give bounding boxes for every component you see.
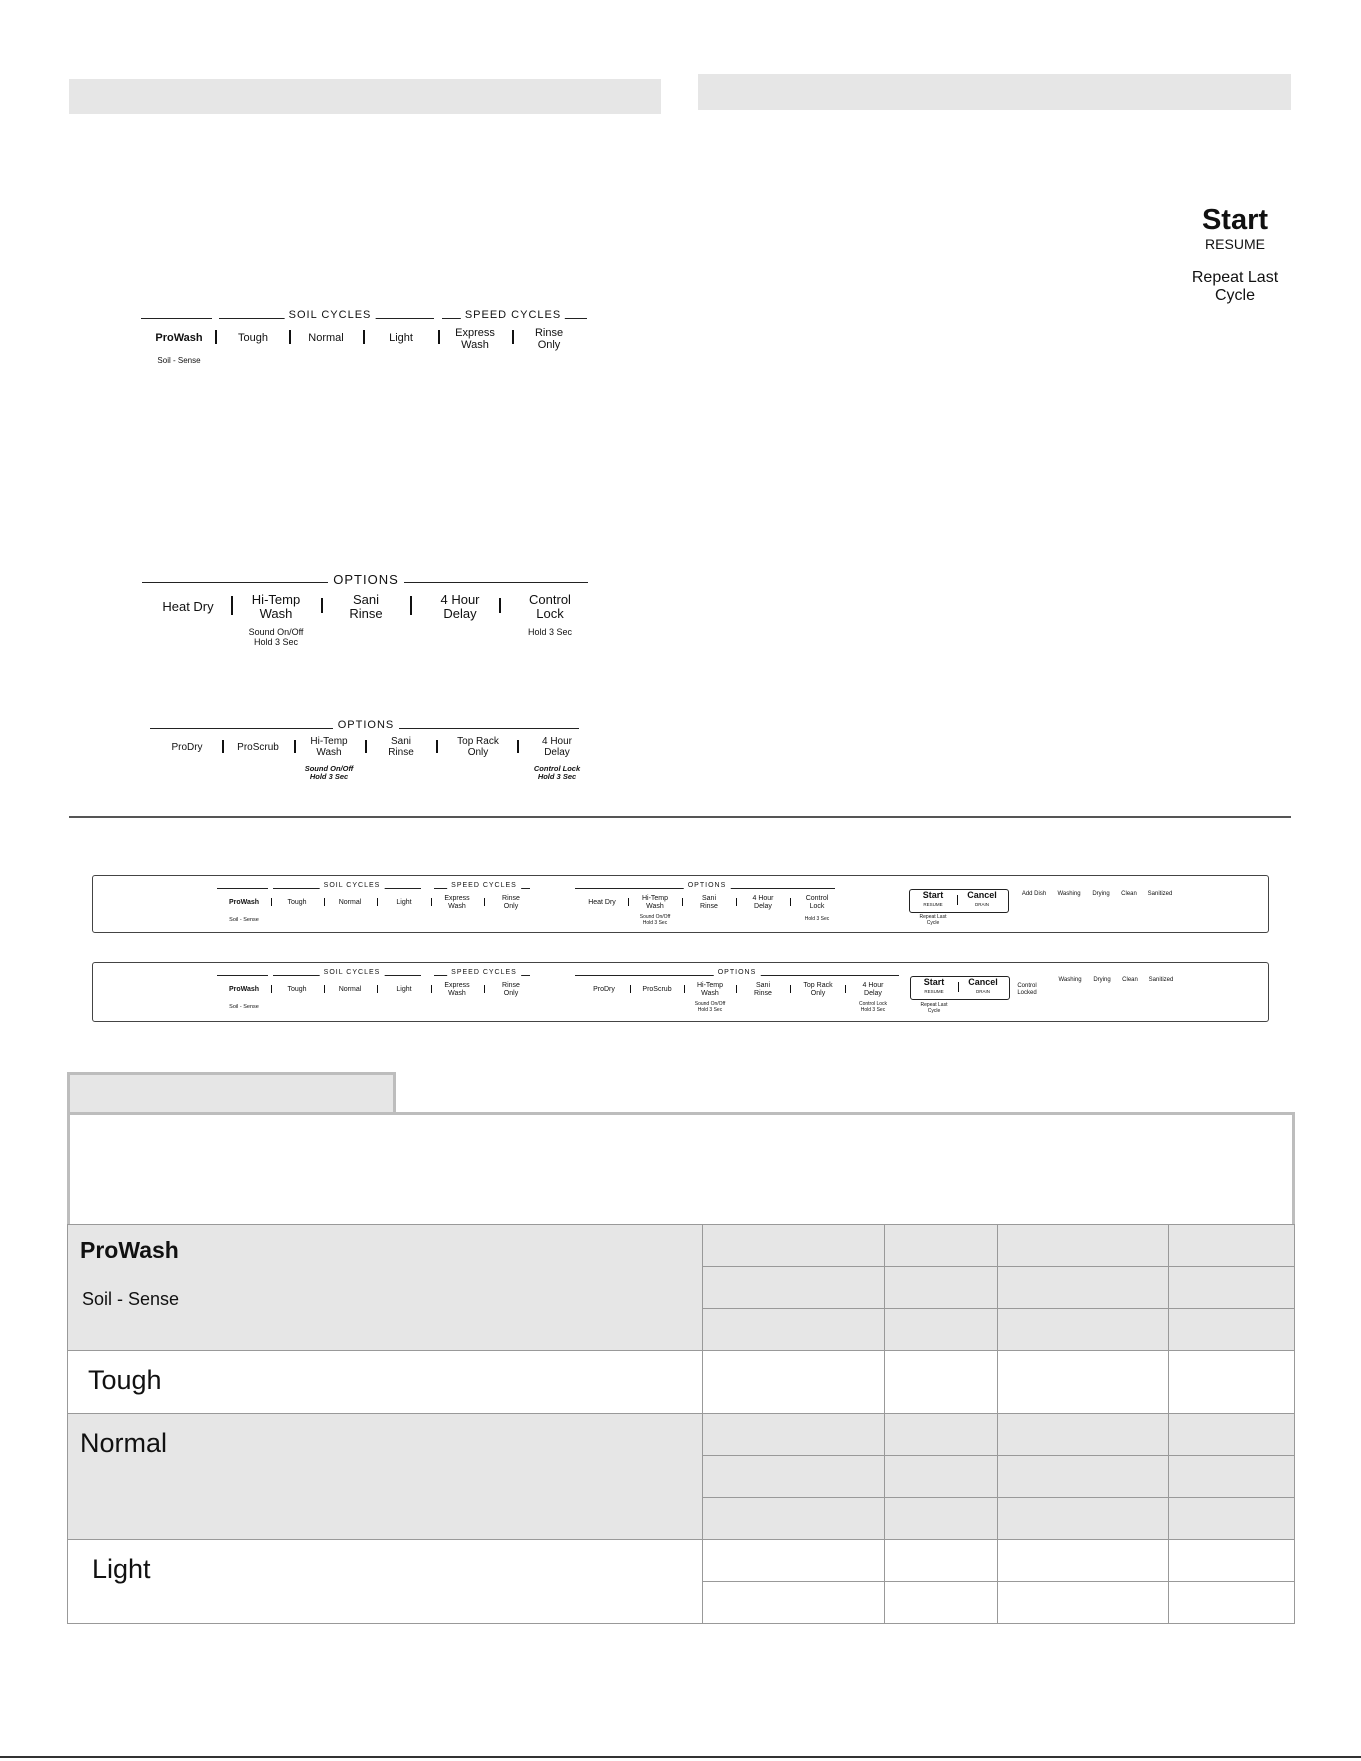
control-panel-1: [92, 875, 1269, 933]
cp2-option-hi-temp-wash: Hi-Temp Wash: [696, 982, 724, 997]
table-intro-box: [67, 1112, 1295, 1227]
left-section-heading-bar: [69, 79, 661, 114]
cp1-soil-cycles-header: SOIL CYCLES: [320, 882, 385, 889]
option-hi-temp-wash-2: Hi-Temp Wash: [310, 736, 348, 758]
cp2-status-drying: Drying: [1093, 977, 1111, 983]
tough-cell: [68, 1351, 703, 1414]
cp2-cycle-express-wash: Express Wash: [444, 982, 470, 997]
cp1-options-header: OPTIONS: [684, 882, 731, 889]
cp1-drain-label: DRAIN: [974, 902, 990, 907]
cp2-cycle-rinse-only: Rinse Only: [502, 982, 520, 997]
cp2-option-hi-temp-wash-sub: Sound On/Off Hold 3 Sec: [694, 1001, 726, 1013]
table-row: [68, 1540, 1295, 1582]
cp2-drain-label: DRAIN: [975, 989, 991, 994]
cp1-option-control-lock-sub: Hold 3 Sec: [804, 916, 830, 922]
cp1-resume-label: RESUME: [923, 902, 943, 907]
options-header-2: OPTIONS: [334, 719, 399, 731]
option-sani-rinse-2: Sani Rinse: [388, 736, 414, 758]
soil-cycles-header: SOIL CYCLES: [285, 309, 376, 321]
section-divider: [69, 816, 1291, 818]
option-top-rack-only: Top Rack Only: [457, 736, 499, 758]
repeat-last-cycle-label: Repeat Last Cycle: [1191, 269, 1279, 304]
cp1-speed-cycles-header: SPEED CYCLES: [447, 882, 521, 889]
cp1-cycle-rinse-only: Rinse Only: [502, 895, 520, 910]
cp2-cycle-light: Light: [396, 986, 412, 993]
cp1-status-add-dish: Add Dish: [1021, 891, 1047, 897]
cp1-option-control-lock: Control Lock: [805, 895, 829, 910]
cp2-soil-cycles-header: SOIL CYCLES: [320, 969, 385, 976]
option-control-lock-sub: Hold 3 Sec: [527, 627, 573, 637]
speed-cycles-header: SPEED CYCLES: [461, 309, 565, 321]
cp1-status-sanitized: Sanitized: [1147, 891, 1173, 897]
option-4-hour-delay-2-sub: Control Lock Hold 3 Sec: [533, 764, 581, 782]
cp1-status-drying: Drying: [1092, 891, 1110, 897]
table-row: [68, 1414, 1295, 1456]
cp2-cancel-label: Cancel: [968, 977, 998, 987]
table-soil-sense: Soil - Sense: [82, 1289, 180, 1309]
option-sani-rinse: Sani Rinse: [349, 592, 383, 622]
prowash-cell: [68, 1225, 703, 1351]
cp1-option-sani-rinse: Sani Rinse: [700, 895, 718, 910]
cycle-prowash: ProWash: [155, 332, 203, 344]
options-header-1: OPTIONS: [329, 572, 403, 587]
cp2-option-top-rack-only: Top Rack Only: [803, 982, 833, 997]
option-4-hour-delay: 4 Hour Delay: [440, 592, 480, 622]
cp1-status-clean: Clean: [1121, 891, 1137, 897]
cp2-speed-cycles-header: SPEED CYCLES: [447, 969, 521, 976]
option-proscrub: ProScrub: [237, 742, 279, 753]
table-row: [68, 1351, 1295, 1414]
table-light: Light: [92, 1554, 151, 1584]
normal-cell: [68, 1414, 703, 1540]
cp2-option-4-hour-delay: 4 Hour Delay: [862, 982, 884, 997]
footer-rule: [0, 1756, 1361, 1758]
option-4-hour-delay-2: 4 Hour Delay: [541, 736, 573, 758]
cp2-option-sani-rinse: Sani Rinse: [754, 982, 772, 997]
cp2-status-washing: Washing: [1058, 977, 1082, 983]
option-hi-temp-wash-sub: Sound On/Off Hold 3 Sec: [248, 627, 304, 647]
right-section-heading-bar: [698, 74, 1291, 110]
cp2-cycle-normal: Normal: [338, 986, 362, 993]
cp2-start-label: Start: [923, 977, 945, 987]
table-tough: Tough: [88, 1365, 162, 1395]
cp2-option-4-hour-delay-sub: Control Lock Hold 3 Sec: [858, 1001, 888, 1013]
cp1-cycle-prowash: ProWash: [228, 899, 260, 906]
cp1-repeat-label: Repeat Last Cycle: [919, 914, 947, 926]
cp2-repeat-label: Repeat Last Cycle: [920, 1002, 948, 1014]
cp1-cancel-label: Cancel: [967, 890, 997, 900]
table-prowash: ProWash: [80, 1237, 179, 1263]
control-panel-2: [92, 962, 1269, 1022]
table-row: [68, 1225, 1295, 1267]
cp2-resume-label: RESUME: [924, 989, 944, 994]
cp2-status-sanitized: Sanitized: [1148, 977, 1174, 983]
table-cutoff-mask: [60, 1626, 1300, 1756]
option-control-lock: Control Lock: [529, 592, 571, 622]
cycle-rinse-only: Rinse Only: [534, 327, 564, 352]
cp2-cycle-tough: Tough: [287, 986, 307, 993]
cp2-option-proscrub: ProScrub: [642, 986, 672, 993]
cp2-cycle-prowash-sub: Soil - Sense: [229, 1004, 259, 1010]
option-hi-temp-wash-2-sub: Sound On/Off Hold 3 Sec: [304, 764, 354, 782]
table-tab-header: [67, 1072, 396, 1115]
option-prodry: ProDry: [171, 742, 203, 753]
cp1-option-4-hour-delay: 4 Hour Delay: [752, 895, 774, 910]
cycle-normal: Normal: [308, 332, 344, 344]
cp2-option-prodry: ProDry: [593, 986, 615, 993]
cp1-option-hi-temp-wash: Hi-Temp Wash: [641, 895, 669, 910]
cp1-cycle-prowash-sub: Soil - Sense: [229, 917, 259, 923]
resume-label: RESUME: [1205, 236, 1265, 252]
cp1-cycle-tough: Tough: [287, 899, 307, 906]
cp1-option-heat-dry: Heat Dry: [588, 899, 616, 906]
table-normal: Normal: [80, 1428, 168, 1458]
cp1-cycle-normal: Normal: [338, 899, 362, 906]
cycle-prowash-sub: Soil - Sense: [157, 356, 201, 365]
cp2-cycle-prowash: ProWash: [228, 986, 260, 993]
cycle-tough: Tough: [238, 332, 268, 344]
cp1-cycle-express-wash: Express Wash: [444, 895, 470, 910]
cp1-status-washing: Washing: [1057, 891, 1081, 897]
cp1-cycle-light: Light: [396, 899, 412, 906]
cp1-option-hi-temp-wash-sub: Sound On/Off Hold 3 Sec: [639, 914, 671, 926]
cycle-express-wash: Express Wash: [455, 327, 495, 352]
cp1-start-label: Start: [922, 890, 944, 900]
cycle-chart-table: [67, 1224, 1295, 1624]
start-label: Start: [1201, 204, 1269, 236]
cp2-options-header: OPTIONS: [714, 969, 761, 976]
light-cell: [68, 1540, 703, 1624]
cp2-status-clean: Clean: [1122, 977, 1138, 983]
option-hi-temp-wash: Hi-Temp Wash: [251, 592, 301, 622]
option-heat-dry: Heat Dry: [162, 599, 214, 614]
cycle-light: Light: [389, 332, 413, 344]
cp2-control-locked: Control Locked: [1017, 983, 1037, 996]
